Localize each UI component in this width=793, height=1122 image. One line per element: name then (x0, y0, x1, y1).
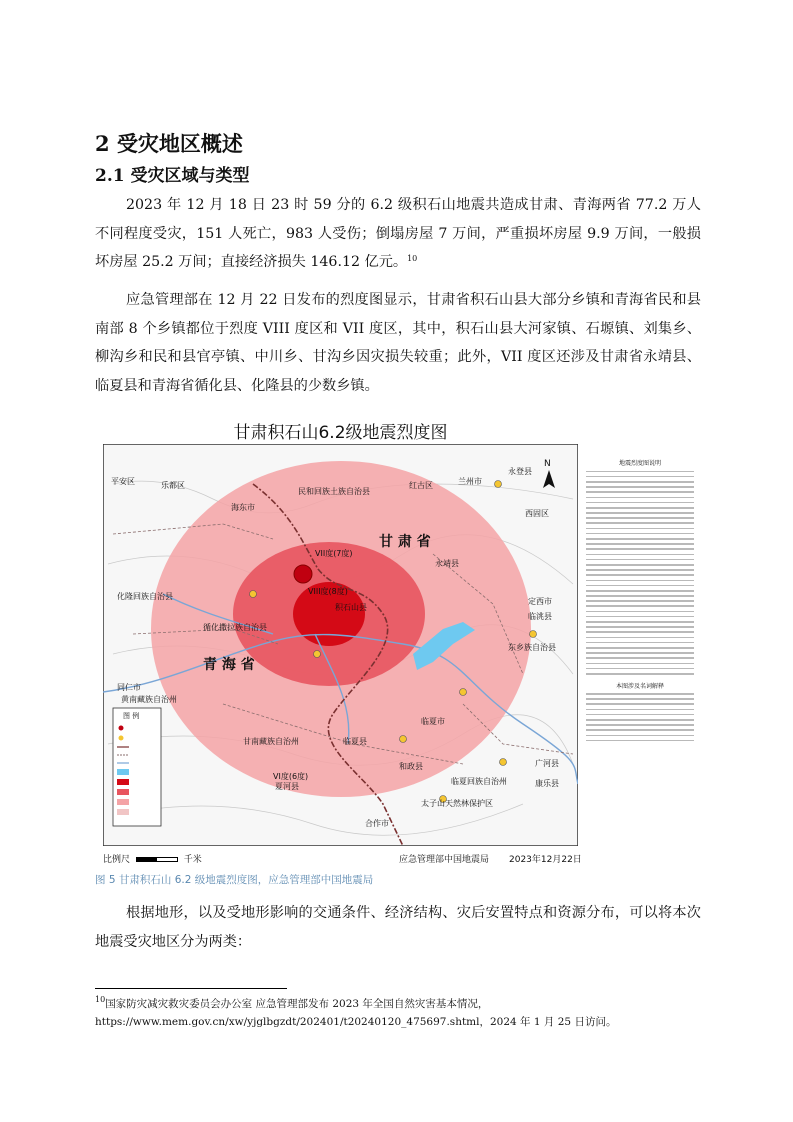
label-deg8: VIII度(8度) (308, 587, 348, 596)
paragraph-1-text: 2023 年 12 月 18 日 23 时 59 分的 6.2 级积石山地震共造成甘肃、青海两省 77.2 万人不同程度受灾，151 人死亡，983 人受伤；倒塌房屋 7 万间，严重损坏房屋 9.9 万间，一般损坏房屋 25.2 万间；直接经济损失 146.12 亿元。 (95, 197, 701, 270)
figure-caption: 图 5 甘肃积石山 6.2 级地震烈度图，应急管理部中国地震局 (95, 874, 374, 886)
label-deg6: VI度(6度) (273, 772, 309, 781)
label-taizishan: 太子山天然林保护区 (421, 799, 493, 808)
label-ledu: 乐都区 (161, 481, 185, 490)
label-huangnan: 黄南藏族自治州 (121, 695, 177, 704)
label-jishishan: 积石山县 (335, 603, 367, 612)
label-minhe: 民和回族土族自治县 (298, 487, 370, 496)
label-lanzhou: 兰州市 (458, 477, 482, 486)
label-yongjing: 永靖县 (435, 559, 459, 568)
svg-text:图 例: 图 例 (123, 712, 140, 720)
label-linxia-pref: 临夏回族自治州 (451, 777, 507, 786)
section-heading: 2 受灾地区概述 (95, 131, 243, 156)
label-province-qinghai: 青 海 省 (203, 657, 255, 673)
map-side-notes (586, 458, 694, 858)
label-xunhua: 循化撒拉族自治县 (203, 623, 267, 632)
label-lintao: 临洮县 (528, 612, 552, 621)
svg-text:N: N (544, 459, 551, 469)
label-dongxiang: 东乡族自治县 (508, 643, 556, 652)
intensity-map (103, 444, 578, 846)
map-date: 2023年12月22日 (509, 855, 582, 865)
label-yongdeng: 永登县 (508, 467, 532, 476)
label-linxia-county: 临夏县 (343, 737, 367, 746)
label-haidong: 海东市 (231, 503, 255, 512)
footnote-divider (95, 988, 287, 989)
label-hezuo: 合作市 (365, 819, 389, 828)
label-hualong: 化隆回族自治县 (117, 592, 173, 601)
label-honggu: 红古区 (409, 481, 433, 490)
paragraph-3: 根据地形，以及受地形影响的交通条件、经济结构、灾后安置特点和资源分布，可以将本次地震受灾地区分为两类： (95, 905, 701, 950)
side-notes-title: 地震烈度图说明 (618, 460, 661, 467)
side-notes-title-2: 本图涉及名词解释 (615, 682, 664, 690)
label-dingxi: 定西市 (528, 597, 552, 606)
paragraph-1 (95, 191, 701, 277)
label-deg7: VII度(7度) (315, 549, 353, 558)
label-xiahe: 夏河县 (275, 782, 299, 791)
label-hezheng: 和政县 (399, 762, 423, 771)
label-kangle: 康乐县 (535, 779, 559, 788)
label-pingan: 平安区 (111, 477, 135, 486)
label-gannan: 甘南藏族自治州 (243, 737, 299, 746)
paragraph-2: 应急管理部在 12 月 22 日发布的烈度图显示，甘肃省积石山县大部分乡镇和青海省民和县南部 8 个乡镇都位于烈度 VIII 度区和 VII 度区，其中，积石山县大河家镇、石塬镇、刘集乡、柳沟乡和民和县官亭镇、中川乡、甘沟乡因灾损失较重；此外，VII 度区还涉及甘肃省永靖县、临夏县和青海省循化县、化隆县的少数乡镇。 (95, 292, 701, 394)
footnote-line-1: $^{10}$国家防灾减灾救灾委员会办公室 应急管理部发布 2023 年全国自然灾害基本情况， (95, 995, 489, 1010)
map-agency: 应急管理部中国地震局 (399, 855, 490, 865)
label-xigu: 西固区 (525, 509, 549, 518)
map-title: 甘肃积石山6.2级地震烈度图 (233, 423, 448, 443)
label-province-gansu: 甘 肃 省 (379, 534, 431, 550)
footnote-url[interactable]: https://www.mem.gov.cn/xw/yjglbgzdt/202401/t20240120_475697.shtml，2024 年 1 月 25 日访问。 (95, 1016, 617, 1028)
map-legend (113, 708, 161, 826)
scale-bar: 比例尺 千米 (103, 855, 202, 865)
subsection-heading: 2.1 受灾区域与类型 (95, 166, 250, 186)
label-linxia-city: 临夏市 (421, 717, 445, 726)
footnote-ref[interactable]: 10 (407, 254, 418, 263)
intensity-map-figure (97, 418, 584, 870)
label-tongren: 同仁市 (117, 683, 141, 692)
scale-bar-graphic (136, 857, 178, 862)
epicenter-marker (294, 565, 312, 583)
label-guanghe: 广河县 (535, 759, 559, 768)
